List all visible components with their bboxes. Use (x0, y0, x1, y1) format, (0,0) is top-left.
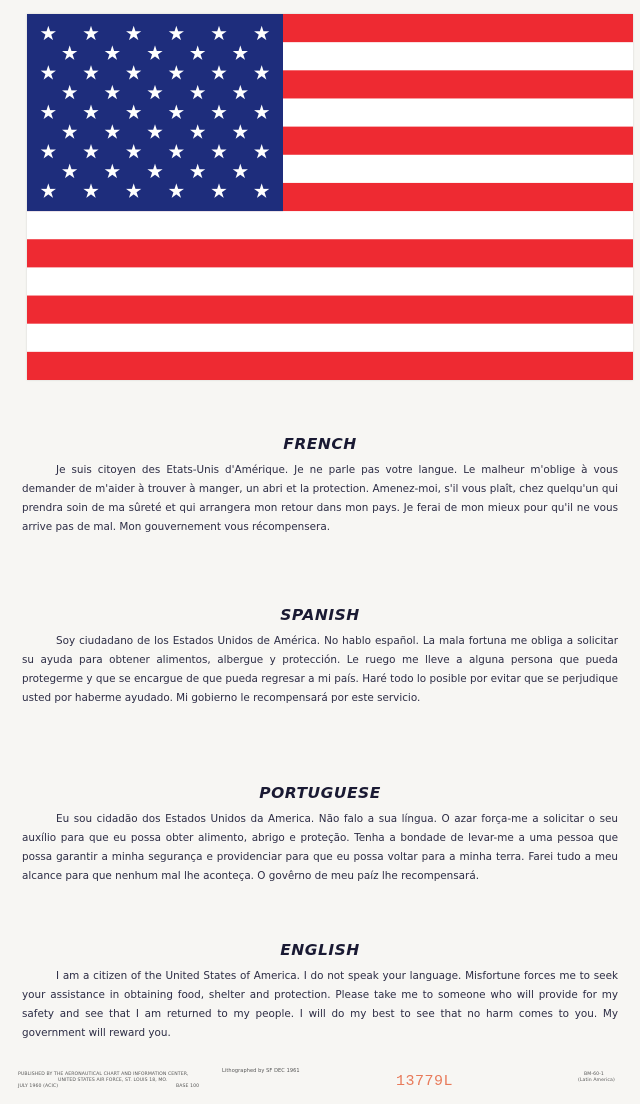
lithographed-line: Lithographed by SF DEC 1961 (222, 1068, 300, 1074)
section-portuguese (22, 784, 618, 886)
publisher-line-1: PUBLISHED BY THE AERONAUTICAL CHART AND INFORMATION CENTER, (18, 1072, 189, 1077)
text-spanish: Soy ciudadano de los Estados Unidos de América. No hablo español. La mala fortuna me obliga a solicitar su ayuda para obtener alimentos, albergue y protección. Le ruego me lleve a alguna persona que pueda protegerme y que se encargue de que pueda regresar a mi país. Haré todo lo posible por evitar que se perjudique usted por haberme ayudado. Mi gobierno le recompensará por este servicio. (22, 635, 618, 704)
publisher-line-2: UNITED STATES AIR FORCE, ST. LOUIS 18, MO. (58, 1078, 168, 1083)
serial-number: 13779L (396, 1073, 454, 1090)
footer (0, 1066, 640, 1096)
red-stripe (27, 239, 633, 268)
heading-portuguese: PORTUGUESE (259, 784, 381, 802)
canton (27, 14, 283, 211)
white-stripe (27, 211, 633, 240)
heading-english: ENGLISH (280, 941, 360, 959)
heading-spanish: SPANISH (280, 606, 360, 624)
us-flag (27, 14, 633, 380)
red-stripe (27, 352, 633, 380)
base-line: BASE 100 (176, 1084, 200, 1089)
white-stripe (27, 324, 633, 353)
section-french (22, 435, 618, 537)
text-french: Je suis citoyen des Etats-Unis d'Amérique. Je ne parle pas votre langue. Le malheur m'oblige à vous demander de m'aider à trouver à manger, un abri et la protection. Amenez-moi, s'il vous plaît, chez quelqu'un qui prendra soin de ma sûreté et qui arrangera mon retour dans mon pays. Je ferai de mon mieux pour qu'il ne vous arrive pas de mal. Mon gouvernement vous récompensera. (22, 464, 618, 533)
white-stripe (27, 267, 633, 296)
region-label: (Latin America) (578, 1078, 615, 1083)
text-portuguese: Eu sou cidadão dos Estados Unidos da America. Não falo a sua língua. O azar força-me a solicitar o seu auxílio para que eu possa obter alimento, abrigo e proteção. Tenha a bondade de levar-me a uma pessoa que possa garantir a minha segurança e providenciar para que eu possa voltar para a minha terra. Farei tudo a meu alcance para que nenhum mal lhe aconteça. O govêrno de meu paíz lhe recompensará. (22, 813, 618, 882)
text-english: I am a citizen of the United States of America. I do not speak your language. Misfortune forces me to seek your assistance in obtaining food, shelter and protection. Please take me to someone who will provide for my safety and see that I am returned to my people. I will do my best to see that no harm comes to you. My government will reward you. (22, 970, 618, 1039)
section-spanish (22, 606, 618, 708)
heading-french: FRENCH (283, 435, 357, 453)
date-line: JULY 1960 (ACIC) (18, 1084, 59, 1089)
red-stripe (27, 296, 633, 325)
chart-code: BM-60-1 (584, 1072, 604, 1077)
section-english (22, 941, 618, 1043)
flag-graphic (27, 14, 633, 380)
